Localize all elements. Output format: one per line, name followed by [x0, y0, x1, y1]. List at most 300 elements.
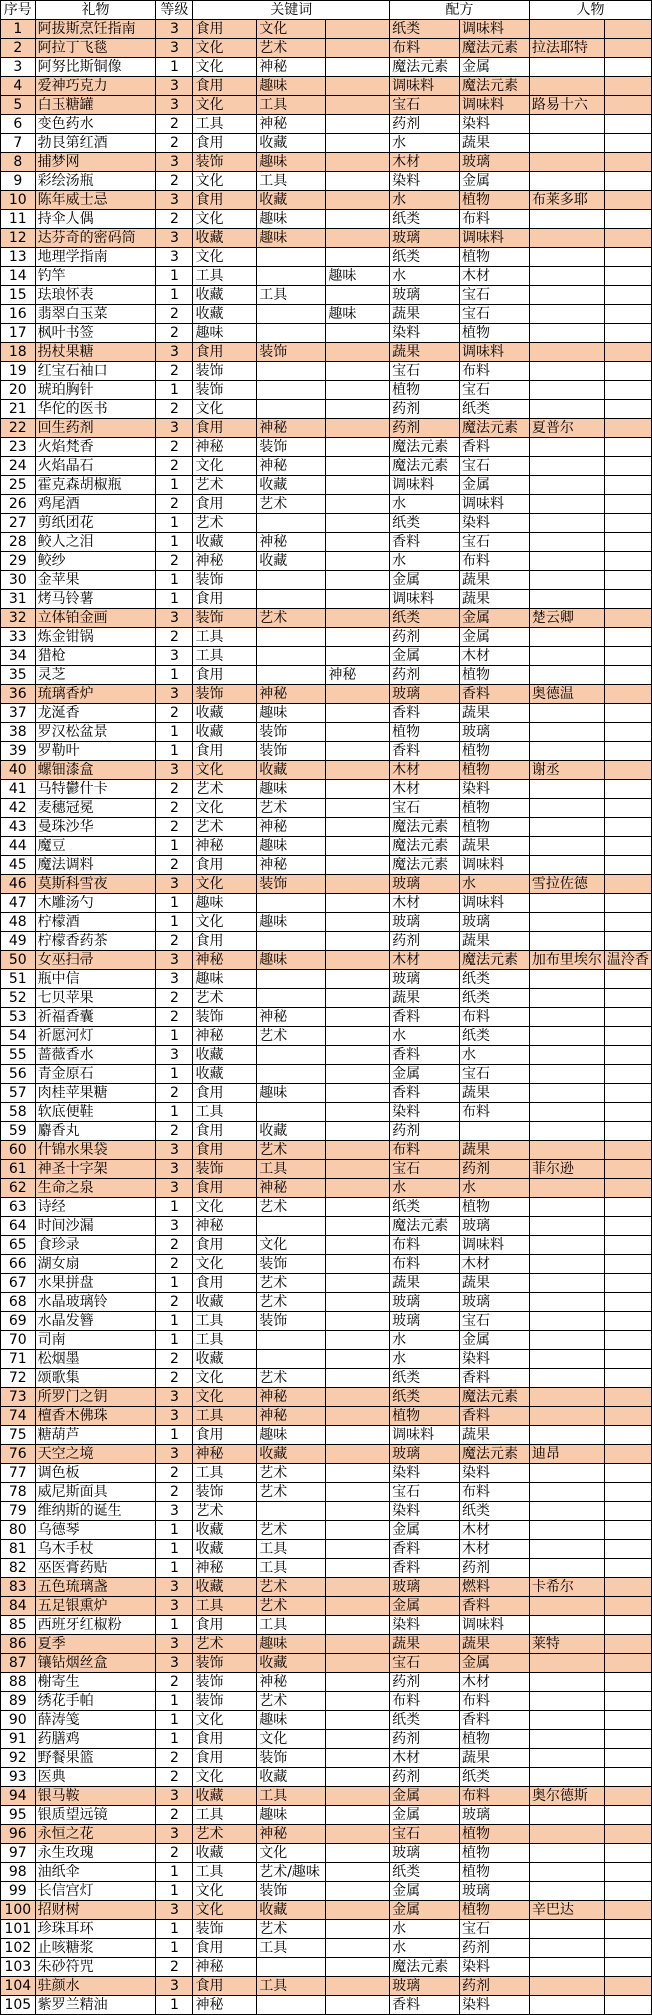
cell-keyword-3 [326, 818, 390, 837]
cell-keyword-3 [326, 1863, 390, 1882]
cell-keyword-3 [326, 1692, 390, 1711]
cell-person-1 [529, 381, 604, 400]
table-row [1, 552, 652, 571]
cell-keyword-2: 工具 [257, 1540, 326, 1559]
cell-person-2 [604, 1236, 651, 1255]
cell-keyword-2 [257, 1996, 326, 2015]
cell-keyword-3 [326, 590, 390, 609]
cell-person-1 [529, 1882, 604, 1901]
cell-recipe-2: 布料 [460, 1008, 530, 1027]
cell-keyword-2 [257, 989, 326, 1008]
cell-level: 1 [156, 1103, 193, 1122]
cell-person-2 [604, 514, 651, 533]
cell-keyword-2: 收藏 [257, 552, 326, 571]
cell-keyword-3 [326, 875, 390, 894]
cell-index: 36 [1, 685, 36, 704]
cell-recipe-1: 蔬果 [390, 1635, 460, 1654]
cell-person-2 [604, 267, 651, 286]
cell-keyword-2: 工具 [257, 1160, 326, 1179]
cell-gift-name: 水果拼盘 [35, 1274, 156, 1293]
cell-level: 1 [156, 1711, 193, 1730]
cell-person-2 [604, 685, 651, 704]
cell-person-1 [529, 286, 604, 305]
cell-gift-name: 松烟墨 [35, 1350, 156, 1369]
cell-keyword-1: 食用 [193, 1426, 257, 1445]
cell-recipe-1: 金属 [390, 1597, 460, 1616]
cell-keyword-1: 食用 [193, 191, 257, 210]
cell-recipe-1: 魔法元素 [390, 58, 460, 77]
cell-keyword-1: 艺术 [193, 1825, 257, 1844]
cell-person-1 [529, 1958, 604, 1977]
cell-recipe-2: 蔬果 [460, 1635, 530, 1654]
cell-recipe-2: 植物 [460, 742, 530, 761]
cell-keyword-2: 神秘 [257, 818, 326, 837]
cell-gift-name: 翡翠白玉菜 [35, 305, 156, 324]
cell-index: 8 [1, 153, 36, 172]
cell-person-1 [529, 533, 604, 552]
table-row [1, 1236, 652, 1255]
table-row [1, 1958, 652, 1977]
table-row [1, 1996, 652, 2015]
cell-gift-name: 乌木手杖 [35, 1540, 156, 1559]
cell-keyword-2 [257, 305, 326, 324]
cell-keyword-3 [326, 1730, 390, 1749]
table-row [1, 1844, 652, 1863]
cell-keyword-1: 装饰 [193, 1654, 257, 1673]
table-row [1, 1217, 652, 1236]
cell-keyword-1: 文化 [193, 248, 257, 267]
cell-recipe-1: 宝石 [390, 1160, 460, 1179]
table-row [1, 457, 652, 476]
cell-keyword-1: 食用 [193, 1122, 257, 1141]
cell-keyword-3 [326, 1407, 390, 1426]
cell-keyword-1: 收藏 [193, 723, 257, 742]
cell-keyword-2 [257, 1065, 326, 1084]
cell-level: 3 [156, 1635, 193, 1654]
cell-keyword-3 [326, 96, 390, 115]
cell-person-1 [529, 1616, 604, 1635]
table-row [1, 1198, 652, 1217]
cell-keyword-2: 艺术 [257, 495, 326, 514]
cell-gift-name: 魔法调料 [35, 856, 156, 875]
cell-keyword-3 [326, 1103, 390, 1122]
cell-keyword-3 [326, 1654, 390, 1673]
cell-person-2 [604, 96, 651, 115]
cell-index: 86 [1, 1635, 36, 1654]
cell-person-1: 拉法耶特 [529, 39, 604, 58]
cell-person-1 [529, 58, 604, 77]
cell-keyword-3 [326, 191, 390, 210]
cell-gift-name: 祈愿河灯 [35, 1027, 156, 1046]
cell-recipe-2: 香料 [460, 1711, 530, 1730]
cell-gift-name: 剪纸团花 [35, 514, 156, 533]
cell-person-1 [529, 1179, 604, 1198]
cell-index: 11 [1, 210, 36, 229]
cell-gift-name: 烤马铃薯 [35, 590, 156, 609]
table-row [1, 1635, 652, 1654]
cell-recipe-2: 魔法元素 [460, 1445, 530, 1464]
cell-level: 2 [156, 1673, 193, 1692]
cell-keyword-3 [326, 1198, 390, 1217]
cell-level: 2 [156, 305, 193, 324]
table-row [1, 1141, 652, 1160]
cell-recipe-2: 金属 [460, 628, 530, 647]
cell-gift-name: 钓竿 [35, 267, 156, 286]
cell-person-2 [604, 799, 651, 818]
cell-person-1 [529, 476, 604, 495]
cell-person-1 [529, 362, 604, 381]
cell-level: 2 [156, 1369, 193, 1388]
cell-person-1 [529, 1806, 604, 1825]
cell-keyword-3: 趣味 [326, 267, 390, 286]
table-row [1, 742, 652, 761]
cell-recipe-2: 玻璃 [460, 153, 530, 172]
cell-recipe-2: 宝石 [460, 381, 530, 400]
cell-index: 70 [1, 1331, 36, 1350]
cell-person-1 [529, 1768, 604, 1787]
cell-person-2 [604, 438, 651, 457]
cell-gift-name: 榭寄生 [35, 1673, 156, 1692]
cell-keyword-1: 艺术 [193, 818, 257, 837]
cell-keyword-3 [326, 419, 390, 438]
cell-person-2 [604, 1445, 651, 1464]
cell-keyword-1: 文化 [193, 799, 257, 818]
table-row [1, 1597, 652, 1616]
cell-recipe-2: 调味料 [460, 20, 530, 39]
cell-level: 3 [156, 343, 193, 362]
cell-person-1 [529, 913, 604, 932]
cell-keyword-2: 收藏 [257, 134, 326, 153]
table-row [1, 248, 652, 267]
cell-keyword-3 [326, 1369, 390, 1388]
cell-index: 85 [1, 1616, 36, 1635]
cell-keyword-3 [326, 1882, 390, 1901]
cell-gift-name: 肉桂苹果糖 [35, 1084, 156, 1103]
cell-recipe-2: 染料 [460, 115, 530, 134]
cell-gift-name: 捕梦网 [35, 153, 156, 172]
cell-recipe-1: 香料 [390, 1046, 460, 1065]
cell-index: 97 [1, 1844, 36, 1863]
cell-keyword-1: 食用 [193, 666, 257, 685]
cell-keyword-3 [326, 514, 390, 533]
cell-recipe-1: 染料 [390, 1464, 460, 1483]
cell-index: 6 [1, 115, 36, 134]
cell-person-2 [604, 1274, 651, 1293]
cell-gift-name: 彩绘汤瓶 [35, 172, 156, 191]
cell-person-2 [604, 305, 651, 324]
cell-person-2 [604, 742, 651, 761]
cell-recipe-2: 药剂 [460, 1939, 530, 1958]
cell-recipe-2: 蔬果 [460, 1274, 530, 1293]
cell-recipe-1: 木材 [390, 894, 460, 913]
table-row [1, 1882, 652, 1901]
cell-index: 27 [1, 514, 36, 533]
cell-recipe-2: 宝石 [460, 286, 530, 305]
cell-level: 3 [156, 1179, 193, 1198]
table-row [1, 191, 652, 210]
cell-person-1 [529, 780, 604, 799]
cell-person-1 [529, 932, 604, 951]
cell-level: 2 [156, 362, 193, 381]
cell-level: 1 [156, 267, 193, 286]
cell-gift-name: 祈福香囊 [35, 1008, 156, 1027]
cell-keyword-3 [326, 1274, 390, 1293]
cell-index: 105 [1, 1996, 36, 2015]
cell-keyword-3 [326, 58, 390, 77]
cell-gift-name: 珍珠耳环 [35, 1920, 156, 1939]
cell-recipe-1: 水 [390, 1920, 460, 1939]
cell-index: 60 [1, 1141, 36, 1160]
cell-person-1 [529, 305, 604, 324]
cell-gift-name: 阿拔斯烹饪指南 [35, 20, 156, 39]
cell-keyword-1: 收藏 [193, 1521, 257, 1540]
cell-keyword-3 [326, 1464, 390, 1483]
cell-level: 3 [156, 1141, 193, 1160]
cell-index: 1 [1, 20, 36, 39]
cell-person-2 [604, 400, 651, 419]
cell-index: 19 [1, 362, 36, 381]
cell-keyword-3 [326, 1958, 390, 1977]
cell-index: 49 [1, 932, 36, 951]
cell-level: 3 [156, 609, 193, 628]
table-row [1, 1274, 652, 1293]
cell-level: 3 [156, 20, 193, 39]
cell-recipe-2: 植物 [460, 1730, 530, 1749]
cell-keyword-2: 装饰 [257, 742, 326, 761]
cell-person-1 [529, 856, 604, 875]
cell-keyword-3 [326, 457, 390, 476]
cell-level: 2 [156, 932, 193, 951]
cell-keyword-2: 趣味 [257, 77, 326, 96]
cell-level: 3 [156, 1407, 193, 1426]
cell-recipe-1: 调味料 [390, 476, 460, 495]
cell-index: 69 [1, 1312, 36, 1331]
cell-level: 2 [156, 134, 193, 153]
cell-keyword-2: 文化 [257, 1730, 326, 1749]
cell-keyword-1: 收藏 [193, 286, 257, 305]
cell-keyword-2: 收藏 [257, 476, 326, 495]
cell-recipe-2: 魔法元素 [460, 39, 530, 58]
cell-keyword-2: 文化 [257, 20, 326, 39]
cell-person-1 [529, 210, 604, 229]
cell-keyword-3 [326, 628, 390, 647]
cell-keyword-3 [326, 1084, 390, 1103]
cell-recipe-2: 纸类 [460, 970, 530, 989]
cell-person-1 [529, 1673, 604, 1692]
cell-recipe-1: 药剂 [390, 932, 460, 951]
cell-keyword-1: 装饰 [193, 381, 257, 400]
cell-level: 2 [156, 1236, 193, 1255]
cell-level: 1 [156, 894, 193, 913]
cell-person-2 [604, 1673, 651, 1692]
cell-gift-name: 阿努比斯铜像 [35, 58, 156, 77]
cell-person-2 [604, 1635, 651, 1654]
cell-keyword-3 [326, 1255, 390, 1274]
cell-keyword-3 [326, 1901, 390, 1920]
cell-keyword-3 [326, 115, 390, 134]
cell-keyword-1: 装饰 [193, 609, 257, 628]
cell-gift-name: 巫医膏药贴 [35, 1559, 156, 1578]
cell-keyword-1: 文化 [193, 1369, 257, 1388]
cell-recipe-1: 水 [390, 1939, 460, 1958]
cell-keyword-3: 趣味 [326, 305, 390, 324]
cell-recipe-2: 蔬果 [460, 1141, 530, 1160]
header-row [1, 1, 652, 20]
cell-level: 3 [156, 951, 193, 970]
cell-index: 83 [1, 1578, 36, 1597]
cell-keyword-1: 食用 [193, 1616, 257, 1635]
table-row [1, 1464, 652, 1483]
cell-recipe-2: 植物 [460, 1844, 530, 1863]
cell-level: 1 [156, 1331, 193, 1350]
cell-recipe-1: 魔法元素 [390, 837, 460, 856]
table-row [1, 1084, 652, 1103]
cell-keyword-2 [257, 1331, 326, 1350]
cell-person-2 [604, 77, 651, 96]
cell-keyword-2: 神秘 [257, 1388, 326, 1407]
cell-recipe-1: 玻璃 [390, 229, 460, 248]
cell-index: 10 [1, 191, 36, 210]
cell-recipe-1: 药剂 [390, 1122, 460, 1141]
cell-level: 1 [156, 1027, 193, 1046]
table-row [1, 989, 652, 1008]
cell-person-1 [529, 1293, 604, 1312]
cell-gift-name: 红宝石袖口 [35, 362, 156, 381]
table-row [1, 1160, 652, 1179]
cell-level: 1 [156, 1521, 193, 1540]
cell-gift-name: 回生药剂 [35, 419, 156, 438]
cell-recipe-1: 染料 [390, 1502, 460, 1521]
cell-keyword-3 [326, 1293, 390, 1312]
cell-keyword-3 [326, 533, 390, 552]
cell-gift-name: 生命之泉 [35, 1179, 156, 1198]
cell-index: 21 [1, 400, 36, 419]
cell-recipe-2: 玻璃 [460, 1217, 530, 1236]
cell-recipe-1: 布料 [390, 39, 460, 58]
cell-recipe-1: 金属 [390, 1882, 460, 1901]
cell-keyword-3 [326, 134, 390, 153]
cell-person-2 [604, 1768, 651, 1787]
cell-index: 31 [1, 590, 36, 609]
cell-level: 1 [156, 1692, 193, 1711]
cell-level: 1 [156, 590, 193, 609]
cell-recipe-1: 水 [390, 191, 460, 210]
cell-recipe-2: 植物 [460, 324, 530, 343]
cell-keyword-3 [326, 1559, 390, 1578]
cell-keyword-2: 趣味 [257, 951, 326, 970]
cell-recipe-2: 燃料 [460, 1578, 530, 1597]
cell-level: 3 [156, 647, 193, 666]
cell-person-1 [529, 1255, 604, 1274]
cell-person-2 [604, 647, 651, 666]
cell-gift-name: 糖葫芦 [35, 1426, 156, 1445]
cell-keyword-2: 收藏 [257, 1122, 326, 1141]
table-row [1, 1692, 652, 1711]
cell-keyword-2: 艺术 [257, 1464, 326, 1483]
cell-keyword-1: 艺术 [193, 1502, 257, 1521]
cell-keyword-1: 文化 [193, 457, 257, 476]
cell-index: 92 [1, 1749, 36, 1768]
cell-keyword-3 [326, 229, 390, 248]
cell-recipe-1: 水 [390, 267, 460, 286]
cell-person-2 [604, 1730, 651, 1749]
cell-person-2: 温泠香 [604, 951, 651, 970]
cell-keyword-1: 食用 [193, 1236, 257, 1255]
cell-recipe-2: 调味料 [460, 1616, 530, 1635]
cell-keyword-1: 食用 [193, 419, 257, 438]
cell-index: 39 [1, 742, 36, 761]
cell-recipe-2: 染料 [460, 1996, 530, 2015]
cell-index: 47 [1, 894, 36, 913]
cell-keyword-2: 神秘 [257, 533, 326, 552]
cell-recipe-2: 宝石 [460, 305, 530, 324]
cell-recipe-1: 玻璃 [390, 1293, 460, 1312]
cell-gift-name: 螺钿漆盒 [35, 761, 156, 780]
cell-level: 1 [156, 723, 193, 742]
cell-keyword-3 [326, 1065, 390, 1084]
cell-level: 2 [156, 1293, 193, 1312]
cell-keyword-3 [326, 932, 390, 951]
cell-level: 2 [156, 210, 193, 229]
cell-index: 81 [1, 1540, 36, 1559]
cell-index: 78 [1, 1483, 36, 1502]
cell-keyword-2: 工具 [257, 1616, 326, 1635]
cell-person-1 [529, 1407, 604, 1426]
cell-person-2 [604, 704, 651, 723]
table-row [1, 134, 652, 153]
cell-person-1 [529, 438, 604, 457]
cell-keyword-1: 装饰 [193, 1920, 257, 1939]
cell-recipe-2: 植物 [460, 1198, 530, 1217]
cell-level: 2 [156, 1350, 193, 1369]
table-row [1, 172, 652, 191]
cell-keyword-3: 神秘 [326, 666, 390, 685]
cell-person-2 [604, 723, 651, 742]
cell-recipe-1: 染料 [390, 172, 460, 191]
table-row [1, 362, 652, 381]
cell-keyword-3 [326, 1540, 390, 1559]
cell-keyword-1: 艺术 [193, 514, 257, 533]
cell-index: 25 [1, 476, 36, 495]
cell-recipe-2: 调味料 [460, 856, 530, 875]
table-row [1, 96, 652, 115]
cell-gift-name: 霍克森胡椒瓶 [35, 476, 156, 495]
cell-person-1 [529, 1464, 604, 1483]
cell-keyword-1: 收藏 [193, 1578, 257, 1597]
cell-index: 28 [1, 533, 36, 552]
cell-gift-name: 颂歌集 [35, 1369, 156, 1388]
cell-recipe-1: 金属 [390, 571, 460, 590]
cell-gift-name: 灵芝 [35, 666, 156, 685]
cell-level: 2 [156, 704, 193, 723]
cell-keyword-3 [326, 1806, 390, 1825]
table-row [1, 1749, 652, 1768]
table-row [1, 1445, 652, 1464]
cell-person-1 [529, 1141, 604, 1160]
cell-gift-name: 招财树 [35, 1901, 156, 1920]
cell-keyword-2: 收藏 [257, 191, 326, 210]
cell-person-2 [604, 818, 651, 837]
cell-keyword-3 [326, 1008, 390, 1027]
cell-keyword-2: 艺术 [257, 1198, 326, 1217]
cell-recipe-2: 玻璃 [460, 723, 530, 742]
table-row [1, 1768, 652, 1787]
cell-keyword-3 [326, 647, 390, 666]
cell-recipe-2: 水 [460, 875, 530, 894]
cell-gift-name: 驻颜水 [35, 1977, 156, 1996]
table-row [1, 1008, 652, 1027]
cell-level: 1 [156, 286, 193, 305]
